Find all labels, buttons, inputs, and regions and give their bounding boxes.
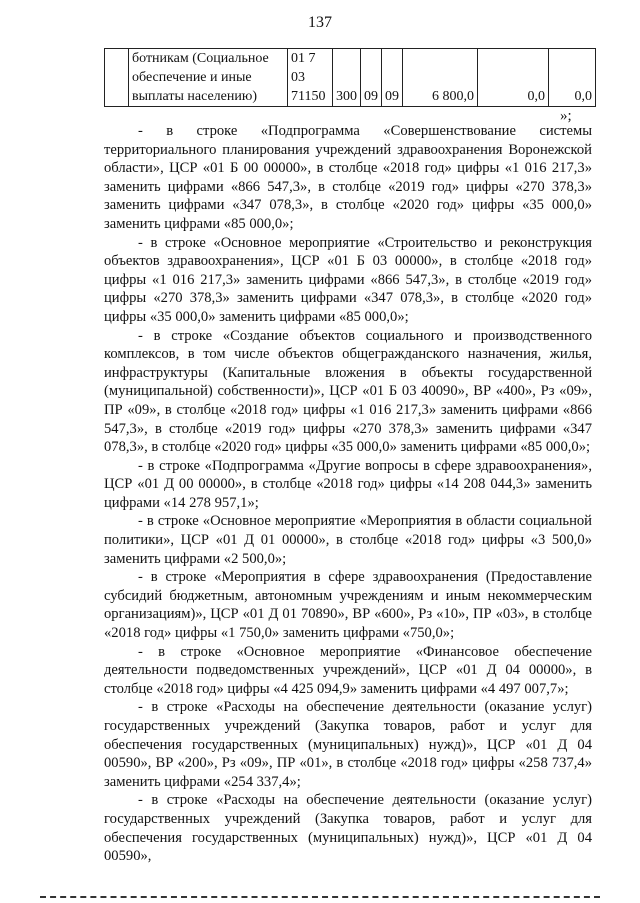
table-cell-blank (105, 49, 129, 107)
paragraph: - в строке «Расходы на обеспечение деятельности (оказание услуг) государственных учреждений (Закупка товаров, работ и услуг для обеспечения государственных (муниципальных) нужд)», ЦСР «01 Д 04 00590», ВР «200», Рз «09», ПР «01», в столбце «2018 год» цифры «258 737,4» заменить цифрами «254 337,4»; (104, 699, 592, 790)
paragraph: - в строке «Подпрограмма «Совершенствование системы территориального планирования учреждений здравоохранения Воронежской области», ЦСР «01 Б 00 00000», в столбце «2018 год» цифры «1 016 217,3» заменить цифрами «866 547,3», в столбце «2019 год» цифры «270 378,3» заменить цифрами «347 078,3», в столбце «2020 год» цифры «35 000,0» заменить цифрами «85 000,0»; (104, 123, 592, 232)
table-cell-rz: 09 (361, 49, 382, 107)
paragraph: - в строке «Основное мероприятие «Строительство и реконструкция объектов здравоохранения», ЦСР «01 Б 03 00000», в столбце «2018 год» цифры «1 016 217,3» заменить цифрами «866 547,3», в столбце «2019 год» цифры «270 378,3» заменить цифрами «347 078,3», в столбце «2020 год» цифры «35 000,0» заменить цифрами «85 000,0»; (104, 234, 592, 325)
paragraph: - в строке «Основное мероприятие «Финансовое обеспечение деятельности подведомственных учреждений», ЦСР «01 Д 04 00000», в столбце «2018 год» цифры «4 425 094,9» заменить цифрами «4 497 007,7»; (104, 643, 592, 697)
table-cell-pr: 09 (382, 49, 403, 107)
table-cell-vr: 300 (333, 49, 361, 107)
table-cell-2019: 0,0 (478, 49, 549, 107)
paragraph: - в строке «Основное мероприятие «Мероприятия в области социальной политики», ЦСР «01 Д 01 00000», в столбце «2018 год» цифры «3 500,0» заменить цифрами «2 500,0»; (104, 513, 592, 567)
budget-table-fragment (104, 48, 596, 107)
name-line-1: ботникам (Социальное (132, 51, 269, 66)
table-row (105, 49, 596, 107)
closing-quote: »; (560, 108, 572, 124)
csr-line-1: 01 7 03 (291, 51, 316, 85)
page-number: 137 (308, 14, 332, 31)
paragraph: - в строке «Расходы на обеспечение деятельности (оказание услуг) государственных учреждений (Закупка товаров, работ и услуг для обеспечения государственных (муниципальных) нужд)», ЦСР «01 Д 04 00590», (104, 792, 592, 865)
amendments-text (104, 122, 592, 866)
table-cell-2018: 6 800,0 (403, 49, 478, 107)
table-cell-2020: 0,0 (549, 49, 596, 107)
paragraph: - в строке «Создание объектов социального и производственного комплексов, в том числе объектов общегражданского назначения, жилья, инфраструктуры (Капитальные вложения в объекты государственной (муниципальной) собственности)», ЦСР «01 Б 03 40090», ВР «400», Рз «09», ПР «09», в столбце «2018 год» цифры «1 016 217,3» заменить цифрами «866 547,3», в столбце «2019 год» цифры «270 378,3» заменить цифрами «347 078,3», в столбце «2020 год» цифры «35 000,0» заменить цифрами «85 000,0»; (104, 327, 592, 456)
paragraph: - в строке «Подпрограмма «Другие вопросы в сфере здравоохранения», ЦСР «01 Д 00 00000», в столбце «2018 год» цифры «14 208 044,3» заменить цифрами «14 278 957,1»; (104, 457, 592, 511)
scan-bottom-edge (40, 896, 600, 898)
name-line-2: обеспечение и иные (132, 70, 252, 85)
name-line-3: выплаты населению) (132, 89, 257, 104)
table-cell-csr (288, 49, 333, 107)
paragraph: - в строке «Мероприятия в сфере здравоохранения (Предоставление субсидий бюджетным, автономным учреждениям и иным некоммерческим организациям)», ЦСР «01 Д 01 70890», ВР «600», Рз «10», ПР «03», в столбце «2018 год» цифры «1 750,0» заменить цифрами «750,0»; (104, 569, 592, 642)
csr-line-2: 71150 (291, 89, 326, 104)
table-cell-name (129, 49, 288, 107)
